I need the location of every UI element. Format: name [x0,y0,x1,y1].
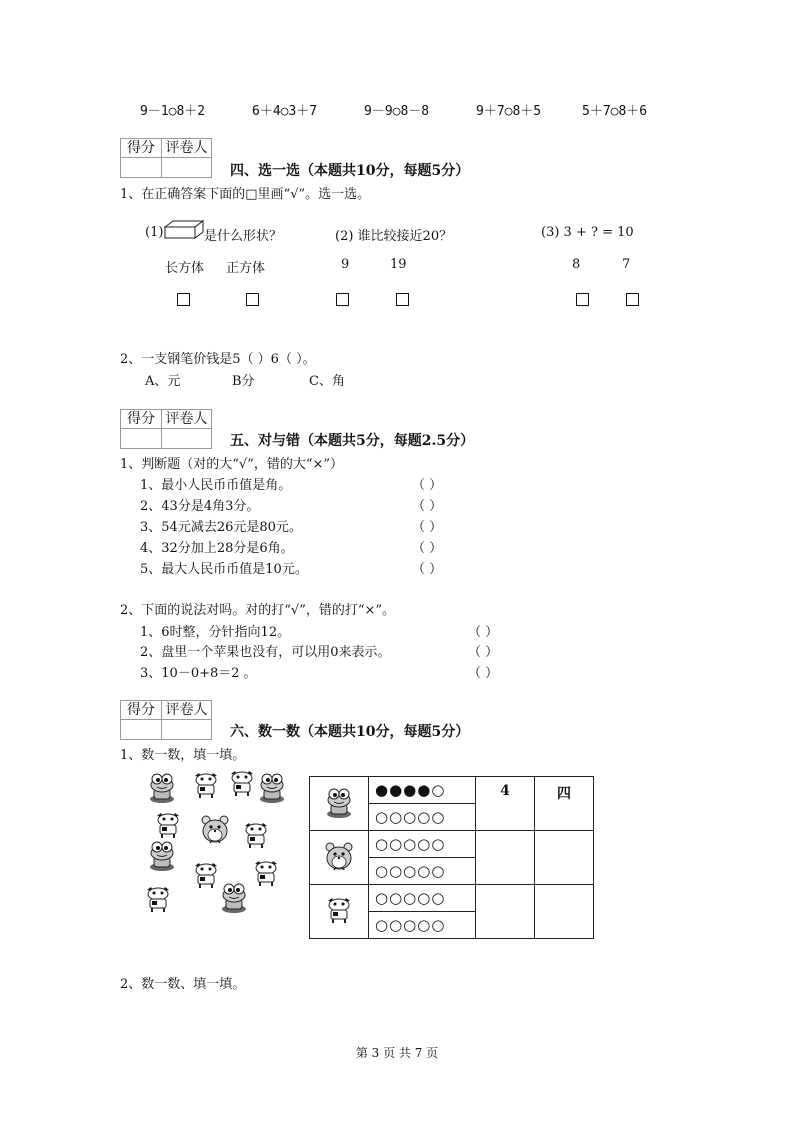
answer-blank[interactable]: （ ） [412,478,443,493]
equation: 9－9○8－8 [364,104,430,119]
option-label: 长方体 [165,261,205,276]
choice: C、角 [309,374,345,389]
question-text: 1、在正确答案下面的□里画“√”。选一选。 [120,187,371,202]
count-chinese[interactable] [535,885,594,939]
answer-blank[interactable]: （ ） [412,562,443,577]
cow-icon [231,771,253,796]
answer-checkbox[interactable] [626,293,639,306]
score-box [120,409,212,449]
section-title: 六、数一数（本题共10分，每题5分） [230,724,470,740]
question-text: 2、下面的说法对吗。对的打“√”，错的打“×”。 [120,603,396,618]
hamster-icon [324,840,354,872]
judgement-item: 1、6时整，分针指向12。 [140,625,291,640]
count-number[interactable] [476,885,535,939]
icon-cell [310,885,369,939]
table-row [310,777,594,804]
choice: B分 [232,374,255,389]
equation: 6＋4○3＋7 [252,104,318,119]
answer-blank[interactable]: （ ） [468,625,499,640]
dots: ○○○○○ [369,885,476,912]
option-label: 9 [341,257,350,272]
section-title: 四、选一选（本题共10分，每题5分） [230,163,470,179]
answer-blank[interactable]: （ ） [412,520,443,535]
question-text: 1、数一数，填一填。 [120,748,246,763]
score-label: 得分 [121,410,162,429]
cow-icon [195,773,217,798]
choice: A、元 [145,374,181,389]
cow-icon [255,861,277,886]
count-chinese[interactable]: 四 [535,777,594,831]
score-box [120,700,212,740]
cow-icon [245,823,267,848]
option-label: 8 [572,257,581,272]
count-table [309,776,594,939]
count-chinese[interactable] [535,831,594,885]
judgement-item: 3、10－0+8＝2 。 [140,666,257,681]
page-footer: 第 3 页 共 7 页 [355,1046,439,1060]
dots: ○○○○○ [369,912,476,939]
frog-icon [150,774,174,803]
frog-icon [150,842,174,871]
table-row [310,831,594,858]
option-label: 7 [622,257,631,272]
cow-icon [157,813,179,838]
hamster-icon [202,816,228,843]
option-label: 正方体 [226,261,266,276]
judgement-item: 3、54元减去26元是80元。 [140,520,302,535]
judgement-item: 2、43分是4角3分。 [140,499,260,514]
equation: 9＋7○8＋5 [476,104,542,119]
question-text: 2、数一数、填一填。 [120,977,246,992]
table-row [310,885,594,912]
answer-blank[interactable]: （ ） [468,666,499,681]
score-box [120,138,212,178]
dots: ○○○○○ [369,858,476,885]
cow-icon [195,863,217,888]
cuboid-icon [163,219,205,239]
option-label: 19 [390,257,407,272]
sub-question-text: 是什么形状？ [204,229,283,244]
judgement-item: 1、最小人民币币值是角。 [140,478,292,493]
score-label: 得分 [121,139,162,158]
count-number[interactable] [476,831,535,885]
judgement-item: 5、最大人民币币值是10元。 [140,562,308,577]
dots: ●●●●○ [369,777,476,804]
equation: 5＋7○8＋6 [582,104,648,119]
dots: ○○○○○ [369,831,476,858]
icon-cell [310,831,369,885]
count-number[interactable]: 4 [476,777,535,831]
sub-question-text: (2) 谁比较接近20？ [335,229,453,244]
answer-blank[interactable]: （ ） [412,541,443,556]
answer-checkbox[interactable] [576,293,589,306]
question-text: 1、判断题（对的大“√”，错的大“×”） [120,457,344,472]
cow-icon [147,887,169,912]
frog-icon [260,774,284,803]
grader-label: 评卷人 [162,139,211,158]
answer-checkbox[interactable] [396,293,409,306]
grader-label: 评卷人 [162,410,211,429]
cow-icon [324,894,354,926]
judgement-item: 4、32分加上28分是6角。 [140,541,294,556]
answer-blank[interactable]: （ ） [412,499,443,514]
score-label: 得分 [121,701,162,720]
question-text: 2、一支钢笔价钱是5（ ）6（ ）。 [120,352,316,367]
section-title: 五、对与错（本题共5分，每题2.5分） [230,433,475,449]
frog-icon [324,786,354,818]
icon-cell [310,777,369,831]
answer-checkbox[interactable] [336,293,349,306]
judgement-item: 2、盘里一个苹果也没有，可以用0来表示。 [140,645,391,660]
answer-blank[interactable]: （ ） [468,645,499,660]
answer-checkbox[interactable] [177,293,190,306]
dots: ○○○○○ [369,804,476,831]
sub-question-number: (1) [145,225,164,240]
frog-icon [222,884,246,913]
equation: 9－1○8＋2 [140,104,206,119]
animal-picture [140,764,310,924]
sub-question-text: (3) 3 + ? = 10 [541,225,634,240]
answer-checkbox[interactable] [246,293,259,306]
grader-label: 评卷人 [162,701,211,720]
